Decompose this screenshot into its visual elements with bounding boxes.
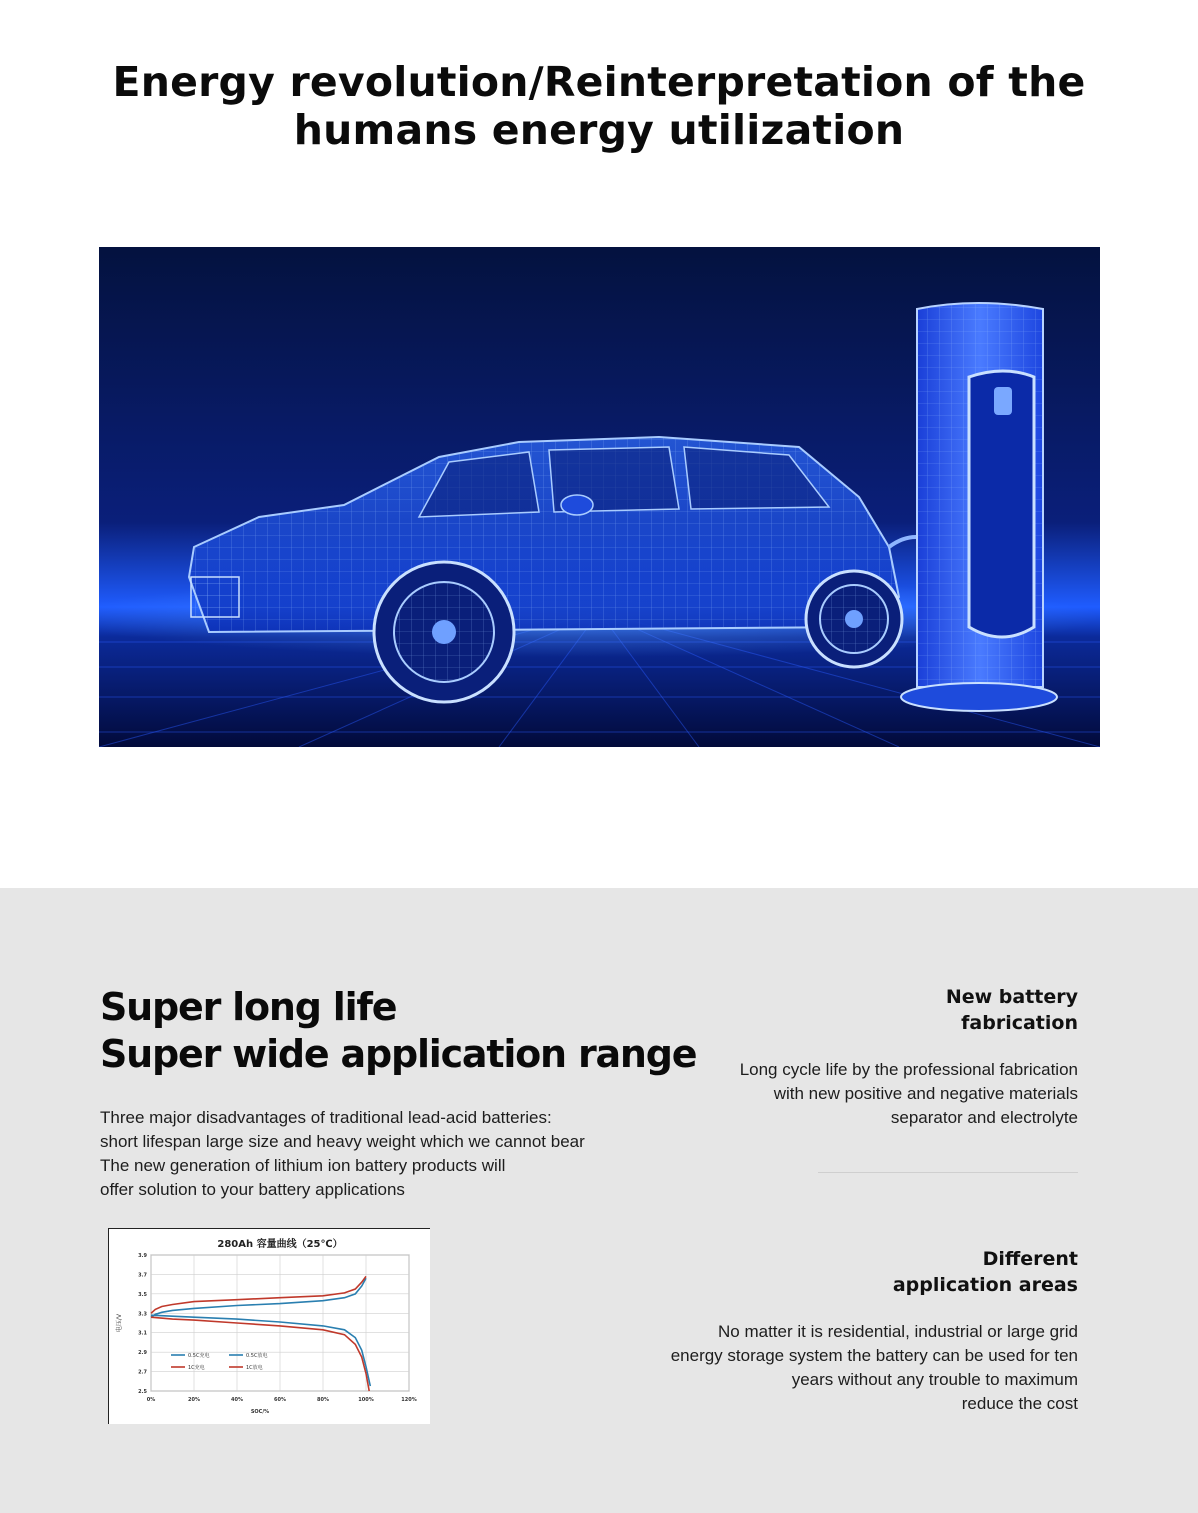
x-tick-label: 60% xyxy=(274,1397,286,1403)
capacity-curve-chart xyxy=(108,1228,430,1424)
y-tick-label: 3.9 xyxy=(138,1253,147,1259)
feature-divider xyxy=(818,1172,1078,1173)
desc-line: The new generation of lithium ion battery products will xyxy=(100,1156,506,1175)
hero-title xyxy=(0,58,1198,154)
feature-text-line: with new positive and negative materials xyxy=(773,1084,1078,1103)
y-tick-label: 3.5 xyxy=(138,1291,147,1298)
feature-title-line: application areas xyxy=(892,1274,1078,1296)
feature-title-line: New battery xyxy=(945,986,1078,1008)
features-section xyxy=(0,888,1198,1513)
feature-text-line: No matter it is residential, industrial or large grid xyxy=(718,1322,1078,1341)
legend-label: 0.5C放电 xyxy=(246,1353,268,1359)
x-tick-label: 20% xyxy=(188,1397,200,1403)
features-heading-line-2: Super wide application range xyxy=(100,1032,697,1076)
feature-text xyxy=(671,1320,1078,1416)
feature-text-line: separator and electrolyte xyxy=(890,1108,1078,1127)
feature-text-line: years without any trouble to maximum xyxy=(791,1370,1078,1389)
features-description xyxy=(100,1106,640,1202)
feature-text-line: reduce the cost xyxy=(961,1394,1078,1413)
hero-title-line-2: humans energy utilization xyxy=(293,106,905,154)
y-tick-label: 3.3 xyxy=(138,1311,147,1318)
x-tick-label: 100% xyxy=(358,1397,374,1403)
feature-title xyxy=(740,984,1078,1036)
feature-text-line: energy storage system the battery can be used for ten xyxy=(670,1346,1078,1365)
legend-label: 1C充电 xyxy=(188,1365,205,1371)
feature-text xyxy=(740,1058,1078,1130)
features-heading-line-1: Super long life xyxy=(100,985,397,1029)
feature-title-line: Different xyxy=(982,1248,1078,1270)
x-tick-label: 80% xyxy=(317,1397,329,1403)
x-tick-label: 0% xyxy=(146,1397,156,1403)
feature-title-line: fabrication xyxy=(961,1012,1078,1034)
y-tick-label: 2.5 xyxy=(138,1389,147,1395)
legend-label: 1C放电 xyxy=(246,1365,263,1371)
chart-title: 280Ah 容量曲线（25℃） xyxy=(217,1239,343,1250)
feature-text-line: Long cycle life by the professional fabrication xyxy=(739,1060,1078,1079)
legend-label: 0.5C充电 xyxy=(188,1353,210,1359)
desc-line: short lifespan large size and heavy weight which we cannot bear xyxy=(100,1132,585,1151)
desc-line: offer solution to your battery applications xyxy=(100,1180,405,1199)
y-tick-label: 2.7 xyxy=(138,1369,147,1376)
desc-line: Three major disadvantages of traditional lead-acid batteries: xyxy=(100,1108,552,1127)
feature-different-application-areas xyxy=(671,1246,1078,1416)
y-tick-label: 3.1 xyxy=(138,1330,147,1337)
x-tick-label: 40% xyxy=(231,1397,243,1403)
hero-title-line-1: Energy revolution/Reinterpretation of the xyxy=(112,58,1086,106)
x-tick-label: 120% xyxy=(401,1397,417,1403)
y-tick-label: 2.9 xyxy=(138,1350,147,1357)
feature-new-battery-fabrication xyxy=(740,984,1078,1130)
features-heading xyxy=(100,984,697,1078)
y-axis-label: 电压/V xyxy=(116,1313,123,1333)
capacity-curve-svg xyxy=(109,1229,431,1425)
x-axis-label: SOC/% xyxy=(250,1409,270,1415)
feature-title xyxy=(671,1246,1078,1298)
hero-image-ev-charging xyxy=(99,247,1100,747)
charging-station xyxy=(901,303,1057,711)
y-tick-label: 3.7 xyxy=(138,1272,147,1279)
